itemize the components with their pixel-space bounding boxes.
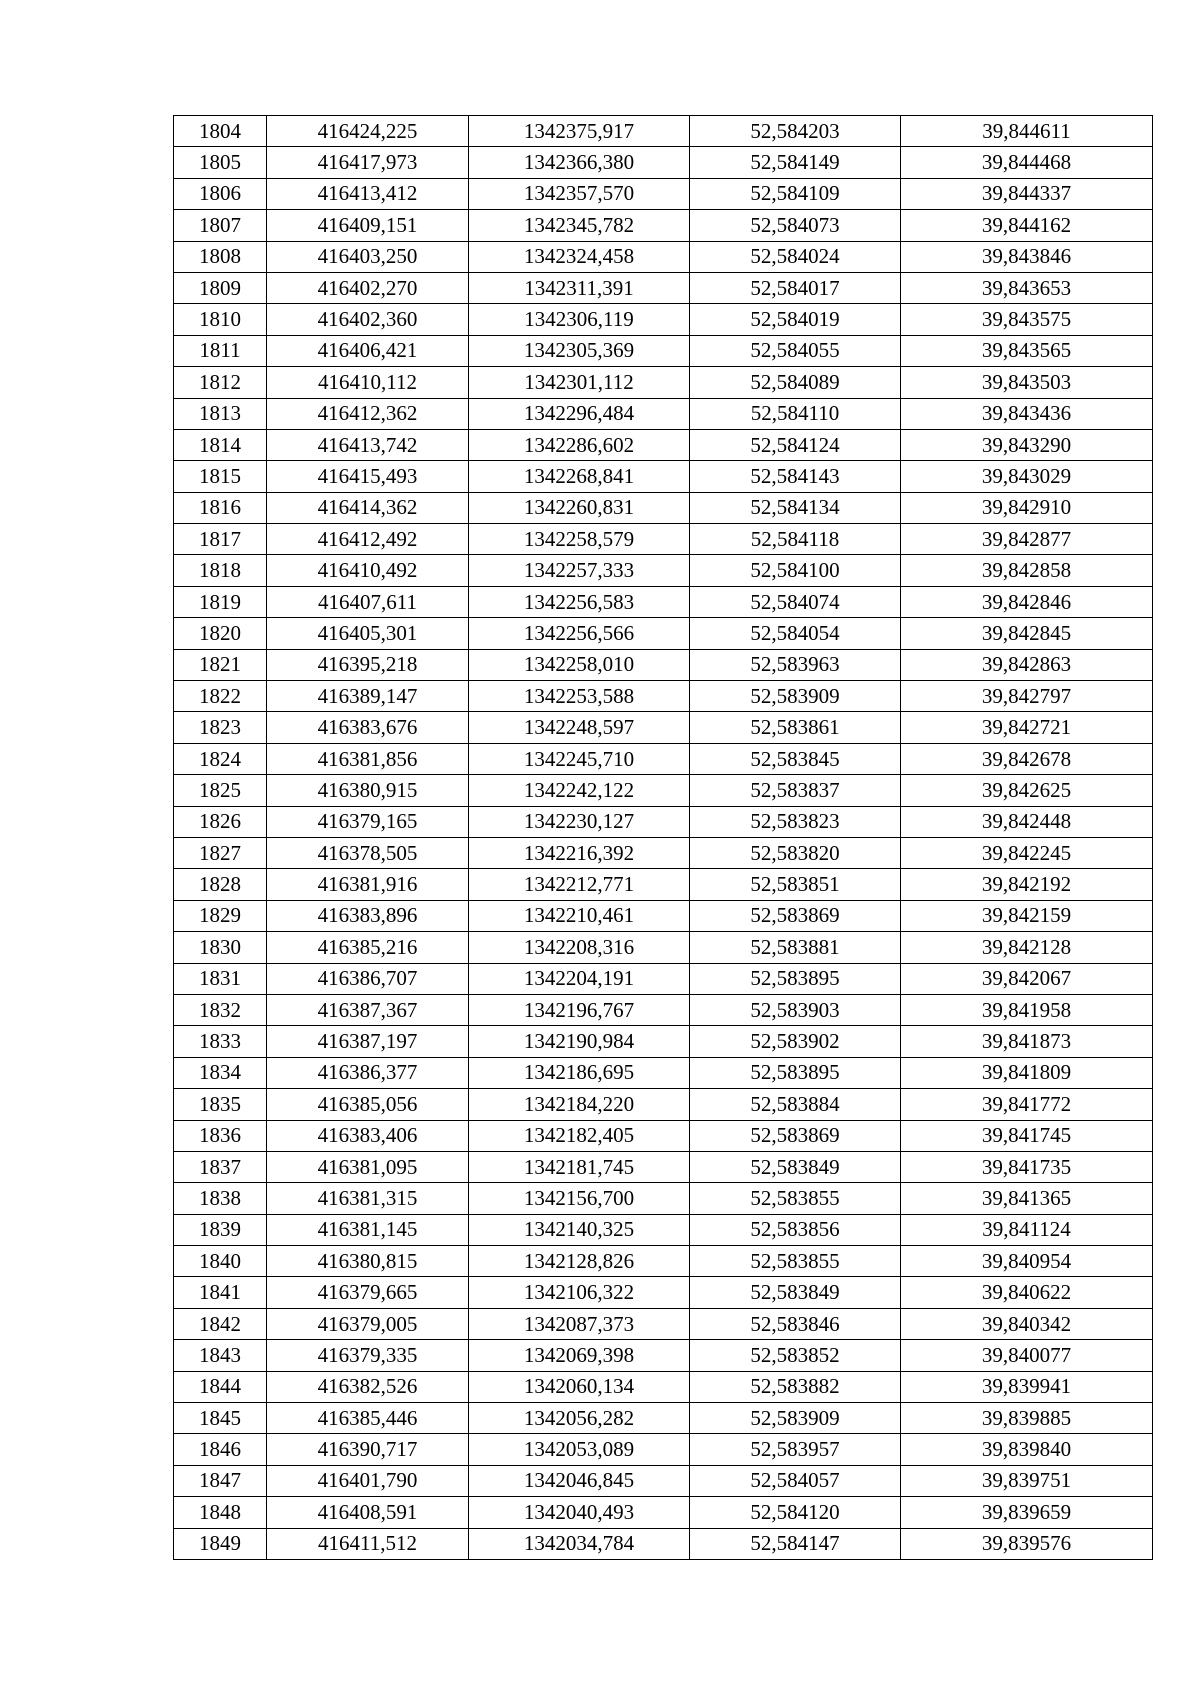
coordinates-table xyxy=(173,115,1153,1560)
x-coordinate-cell: 416413,742 xyxy=(267,429,469,460)
x-coordinate-cell: 416410,112 xyxy=(267,367,469,398)
table-row xyxy=(174,681,1153,712)
table-row xyxy=(174,743,1153,774)
y-coordinate-cell: 1342230,127 xyxy=(469,806,690,837)
y-coordinate-cell: 1342286,602 xyxy=(469,429,690,460)
point-number-cell: 1831 xyxy=(174,963,267,994)
table-row xyxy=(174,178,1153,209)
point-number-cell: 1841 xyxy=(174,1277,267,1308)
table-row xyxy=(174,1340,1153,1371)
y-coordinate-cell: 1342204,191 xyxy=(469,963,690,994)
point-number-cell: 1829 xyxy=(174,900,267,931)
latitude-cell: 52,584017 xyxy=(690,272,901,303)
x-coordinate-cell: 416381,856 xyxy=(267,743,469,774)
longitude-cell: 39,841809 xyxy=(901,1057,1153,1088)
table-row xyxy=(174,241,1153,272)
y-coordinate-cell: 1342345,782 xyxy=(469,210,690,241)
y-coordinate-cell: 1342128,826 xyxy=(469,1246,690,1277)
longitude-cell: 39,842863 xyxy=(901,649,1153,680)
table-row xyxy=(174,1371,1153,1402)
table-row xyxy=(174,147,1153,178)
x-coordinate-cell: 416415,493 xyxy=(267,461,469,492)
longitude-cell: 39,839576 xyxy=(901,1528,1153,1559)
point-number-cell: 1834 xyxy=(174,1057,267,1088)
latitude-cell: 52,583855 xyxy=(690,1246,901,1277)
latitude-cell: 52,583861 xyxy=(690,712,901,743)
latitude-cell: 52,584024 xyxy=(690,241,901,272)
y-coordinate-cell: 1342216,392 xyxy=(469,837,690,868)
x-coordinate-cell: 416402,270 xyxy=(267,272,469,303)
table-row xyxy=(174,116,1153,147)
latitude-cell: 52,583963 xyxy=(690,649,901,680)
x-coordinate-cell: 416408,591 xyxy=(267,1497,469,1528)
x-coordinate-cell: 416381,916 xyxy=(267,869,469,900)
x-coordinate-cell: 416383,406 xyxy=(267,1120,469,1151)
table-row xyxy=(174,1151,1153,1182)
longitude-cell: 39,841735 xyxy=(901,1151,1153,1182)
x-coordinate-cell: 416390,717 xyxy=(267,1434,469,1465)
latitude-cell: 52,583869 xyxy=(690,900,901,931)
longitude-cell: 39,841873 xyxy=(901,1026,1153,1057)
coordinates-table-body xyxy=(174,116,1153,1560)
x-coordinate-cell: 416383,896 xyxy=(267,900,469,931)
longitude-cell: 39,844611 xyxy=(901,116,1153,147)
x-coordinate-cell: 416380,915 xyxy=(267,775,469,806)
latitude-cell: 52,583909 xyxy=(690,1403,901,1434)
point-number-cell: 1828 xyxy=(174,869,267,900)
longitude-cell: 39,842721 xyxy=(901,712,1153,743)
point-number-cell: 1813 xyxy=(174,398,267,429)
longitude-cell: 39,840342 xyxy=(901,1308,1153,1339)
latitude-cell: 52,584100 xyxy=(690,555,901,586)
table-row xyxy=(174,1277,1153,1308)
x-coordinate-cell: 416386,707 xyxy=(267,963,469,994)
y-coordinate-cell: 1342260,831 xyxy=(469,492,690,523)
point-number-cell: 1844 xyxy=(174,1371,267,1402)
x-coordinate-cell: 416401,790 xyxy=(267,1465,469,1496)
x-coordinate-cell: 416407,611 xyxy=(267,586,469,617)
y-coordinate-cell: 1342053,089 xyxy=(469,1434,690,1465)
table-row xyxy=(174,461,1153,492)
x-coordinate-cell: 416417,973 xyxy=(267,147,469,178)
point-number-cell: 1806 xyxy=(174,178,267,209)
point-number-cell: 1821 xyxy=(174,649,267,680)
latitude-cell: 52,584124 xyxy=(690,429,901,460)
x-coordinate-cell: 416381,145 xyxy=(267,1214,469,1245)
longitude-cell: 39,844468 xyxy=(901,147,1153,178)
table-row xyxy=(174,492,1153,523)
longitude-cell: 39,843436 xyxy=(901,398,1153,429)
y-coordinate-cell: 1342186,695 xyxy=(469,1057,690,1088)
table-row xyxy=(174,1214,1153,1245)
latitude-cell: 52,584120 xyxy=(690,1497,901,1528)
latitude-cell: 52,583909 xyxy=(690,681,901,712)
y-coordinate-cell: 1342056,282 xyxy=(469,1403,690,1434)
point-number-cell: 1832 xyxy=(174,994,267,1025)
x-coordinate-cell: 416409,151 xyxy=(267,210,469,241)
point-number-cell: 1835 xyxy=(174,1089,267,1120)
longitude-cell: 39,843503 xyxy=(901,367,1153,398)
latitude-cell: 52,583837 xyxy=(690,775,901,806)
point-number-cell: 1816 xyxy=(174,492,267,523)
y-coordinate-cell: 1342306,119 xyxy=(469,304,690,335)
latitude-cell: 52,583895 xyxy=(690,1057,901,1088)
y-coordinate-cell: 1342069,398 xyxy=(469,1340,690,1371)
table-row xyxy=(174,775,1153,806)
latitude-cell: 52,583823 xyxy=(690,806,901,837)
longitude-cell: 39,842245 xyxy=(901,837,1153,868)
latitude-cell: 52,583845 xyxy=(690,743,901,774)
table-row xyxy=(174,1026,1153,1057)
point-number-cell: 1849 xyxy=(174,1528,267,1559)
y-coordinate-cell: 1342087,373 xyxy=(469,1308,690,1339)
x-coordinate-cell: 416380,815 xyxy=(267,1246,469,1277)
x-coordinate-cell: 416385,056 xyxy=(267,1089,469,1120)
y-coordinate-cell: 1342046,845 xyxy=(469,1465,690,1496)
latitude-cell: 52,584110 xyxy=(690,398,901,429)
table-row xyxy=(174,900,1153,931)
x-coordinate-cell: 416405,301 xyxy=(267,618,469,649)
x-coordinate-cell: 416381,095 xyxy=(267,1151,469,1182)
longitude-cell: 39,842067 xyxy=(901,963,1153,994)
y-coordinate-cell: 1342301,112 xyxy=(469,367,690,398)
table-row xyxy=(174,429,1153,460)
latitude-cell: 52,584149 xyxy=(690,147,901,178)
point-number-cell: 1823 xyxy=(174,712,267,743)
point-number-cell: 1830 xyxy=(174,932,267,963)
point-number-cell: 1826 xyxy=(174,806,267,837)
point-number-cell: 1847 xyxy=(174,1465,267,1496)
point-number-cell: 1842 xyxy=(174,1308,267,1339)
x-coordinate-cell: 416414,362 xyxy=(267,492,469,523)
x-coordinate-cell: 416381,315 xyxy=(267,1183,469,1214)
longitude-cell: 39,842159 xyxy=(901,900,1153,931)
x-coordinate-cell: 416410,492 xyxy=(267,555,469,586)
longitude-cell: 39,839751 xyxy=(901,1465,1153,1496)
y-coordinate-cell: 1342258,010 xyxy=(469,649,690,680)
point-number-cell: 1843 xyxy=(174,1340,267,1371)
latitude-cell: 52,584109 xyxy=(690,178,901,209)
x-coordinate-cell: 416389,147 xyxy=(267,681,469,712)
point-number-cell: 1804 xyxy=(174,116,267,147)
longitude-cell: 39,841124 xyxy=(901,1214,1153,1245)
latitude-cell: 52,584074 xyxy=(690,586,901,617)
longitude-cell: 39,843653 xyxy=(901,272,1153,303)
y-coordinate-cell: 1342256,566 xyxy=(469,618,690,649)
x-coordinate-cell: 416382,526 xyxy=(267,1371,469,1402)
y-coordinate-cell: 1342106,322 xyxy=(469,1277,690,1308)
y-coordinate-cell: 1342060,134 xyxy=(469,1371,690,1402)
latitude-cell: 52,583820 xyxy=(690,837,901,868)
table-row xyxy=(174,869,1153,900)
y-coordinate-cell: 1342248,597 xyxy=(469,712,690,743)
longitude-cell: 39,840077 xyxy=(901,1340,1153,1371)
point-number-cell: 1845 xyxy=(174,1403,267,1434)
table-row xyxy=(174,806,1153,837)
latitude-cell: 52,583881 xyxy=(690,932,901,963)
y-coordinate-cell: 1342181,745 xyxy=(469,1151,690,1182)
table-row xyxy=(174,1528,1153,1559)
longitude-cell: 39,842678 xyxy=(901,743,1153,774)
latitude-cell: 52,584057 xyxy=(690,1465,901,1496)
y-coordinate-cell: 1342268,841 xyxy=(469,461,690,492)
latitude-cell: 52,583855 xyxy=(690,1183,901,1214)
point-number-cell: 1819 xyxy=(174,586,267,617)
x-coordinate-cell: 416378,505 xyxy=(267,837,469,868)
table-row xyxy=(174,1183,1153,1214)
table-row xyxy=(174,586,1153,617)
y-coordinate-cell: 1342366,380 xyxy=(469,147,690,178)
point-number-cell: 1814 xyxy=(174,429,267,460)
latitude-cell: 52,583902 xyxy=(690,1026,901,1057)
x-coordinate-cell: 416379,005 xyxy=(267,1308,469,1339)
latitude-cell: 52,583869 xyxy=(690,1120,901,1151)
x-coordinate-cell: 416402,360 xyxy=(267,304,469,335)
longitude-cell: 39,839840 xyxy=(901,1434,1153,1465)
x-coordinate-cell: 416383,676 xyxy=(267,712,469,743)
point-number-cell: 1807 xyxy=(174,210,267,241)
table-row xyxy=(174,367,1153,398)
point-number-cell: 1809 xyxy=(174,272,267,303)
table-row xyxy=(174,1308,1153,1339)
x-coordinate-cell: 416379,165 xyxy=(267,806,469,837)
latitude-cell: 52,583882 xyxy=(690,1371,901,1402)
point-number-cell: 1824 xyxy=(174,743,267,774)
x-coordinate-cell: 416395,218 xyxy=(267,649,469,680)
x-coordinate-cell: 416387,367 xyxy=(267,994,469,1025)
y-coordinate-cell: 1342212,771 xyxy=(469,869,690,900)
y-coordinate-cell: 1342305,369 xyxy=(469,335,690,366)
table-row xyxy=(174,524,1153,555)
longitude-cell: 39,841772 xyxy=(901,1089,1153,1120)
longitude-cell: 39,842797 xyxy=(901,681,1153,712)
latitude-cell: 52,584073 xyxy=(690,210,901,241)
point-number-cell: 1815 xyxy=(174,461,267,492)
y-coordinate-cell: 1342357,570 xyxy=(469,178,690,209)
longitude-cell: 39,844162 xyxy=(901,210,1153,241)
table-row xyxy=(174,1434,1153,1465)
latitude-cell: 52,583851 xyxy=(690,869,901,900)
latitude-cell: 52,583903 xyxy=(690,994,901,1025)
latitude-cell: 52,583957 xyxy=(690,1434,901,1465)
table-row xyxy=(174,618,1153,649)
point-number-cell: 1836 xyxy=(174,1120,267,1151)
point-number-cell: 1812 xyxy=(174,367,267,398)
point-number-cell: 1827 xyxy=(174,837,267,868)
x-coordinate-cell: 416412,492 xyxy=(267,524,469,555)
x-coordinate-cell: 416413,412 xyxy=(267,178,469,209)
y-coordinate-cell: 1342242,122 xyxy=(469,775,690,806)
longitude-cell: 39,842910 xyxy=(901,492,1153,523)
longitude-cell: 39,842845 xyxy=(901,618,1153,649)
x-coordinate-cell: 416412,362 xyxy=(267,398,469,429)
y-coordinate-cell: 1342156,700 xyxy=(469,1183,690,1214)
table-row xyxy=(174,994,1153,1025)
table-row xyxy=(174,1089,1153,1120)
longitude-cell: 39,839941 xyxy=(901,1371,1153,1402)
y-coordinate-cell: 1342258,579 xyxy=(469,524,690,555)
table-row xyxy=(174,335,1153,366)
x-coordinate-cell: 416379,665 xyxy=(267,1277,469,1308)
x-coordinate-cell: 416385,216 xyxy=(267,932,469,963)
x-coordinate-cell: 416386,377 xyxy=(267,1057,469,1088)
longitude-cell: 39,842877 xyxy=(901,524,1153,555)
point-number-cell: 1817 xyxy=(174,524,267,555)
x-coordinate-cell: 416424,225 xyxy=(267,116,469,147)
y-coordinate-cell: 1342140,325 xyxy=(469,1214,690,1245)
point-number-cell: 1825 xyxy=(174,775,267,806)
table-row xyxy=(174,398,1153,429)
longitude-cell: 39,840622 xyxy=(901,1277,1153,1308)
latitude-cell: 52,584143 xyxy=(690,461,901,492)
latitude-cell: 52,583856 xyxy=(690,1214,901,1245)
y-coordinate-cell: 1342324,458 xyxy=(469,241,690,272)
table-row xyxy=(174,837,1153,868)
table-row xyxy=(174,1120,1153,1151)
latitude-cell: 52,584089 xyxy=(690,367,901,398)
longitude-cell: 39,844337 xyxy=(901,178,1153,209)
table-row xyxy=(174,712,1153,743)
latitude-cell: 52,584055 xyxy=(690,335,901,366)
y-coordinate-cell: 1342375,917 xyxy=(469,116,690,147)
longitude-cell: 39,842128 xyxy=(901,932,1153,963)
point-number-cell: 1840 xyxy=(174,1246,267,1277)
longitude-cell: 39,843029 xyxy=(901,461,1153,492)
table-row xyxy=(174,932,1153,963)
y-coordinate-cell: 1342210,461 xyxy=(469,900,690,931)
point-number-cell: 1818 xyxy=(174,555,267,586)
latitude-cell: 52,583884 xyxy=(690,1089,901,1120)
point-number-cell: 1811 xyxy=(174,335,267,366)
table-row xyxy=(174,1057,1153,1088)
longitude-cell: 39,839659 xyxy=(901,1497,1153,1528)
point-number-cell: 1822 xyxy=(174,681,267,712)
latitude-cell: 52,583852 xyxy=(690,1340,901,1371)
x-coordinate-cell: 416406,421 xyxy=(267,335,469,366)
x-coordinate-cell: 416379,335 xyxy=(267,1340,469,1371)
table-row xyxy=(174,1465,1153,1496)
longitude-cell: 39,842858 xyxy=(901,555,1153,586)
longitude-cell: 39,840954 xyxy=(901,1246,1153,1277)
latitude-cell: 52,584203 xyxy=(690,116,901,147)
y-coordinate-cell: 1342256,583 xyxy=(469,586,690,617)
longitude-cell: 39,841958 xyxy=(901,994,1153,1025)
longitude-cell: 39,843846 xyxy=(901,241,1153,272)
y-coordinate-cell: 1342253,588 xyxy=(469,681,690,712)
table-row xyxy=(174,649,1153,680)
y-coordinate-cell: 1342208,316 xyxy=(469,932,690,963)
y-coordinate-cell: 1342182,405 xyxy=(469,1120,690,1151)
latitude-cell: 52,584134 xyxy=(690,492,901,523)
longitude-cell: 39,842192 xyxy=(901,869,1153,900)
longitude-cell: 39,841745 xyxy=(901,1120,1153,1151)
point-number-cell: 1837 xyxy=(174,1151,267,1182)
x-coordinate-cell: 416387,197 xyxy=(267,1026,469,1057)
table-row xyxy=(174,210,1153,241)
longitude-cell: 39,842846 xyxy=(901,586,1153,617)
longitude-cell: 39,841365 xyxy=(901,1183,1153,1214)
y-coordinate-cell: 1342296,484 xyxy=(469,398,690,429)
point-number-cell: 1805 xyxy=(174,147,267,178)
latitude-cell: 52,583895 xyxy=(690,963,901,994)
latitude-cell: 52,584118 xyxy=(690,524,901,555)
x-coordinate-cell: 416411,512 xyxy=(267,1528,469,1559)
table-row xyxy=(174,1403,1153,1434)
point-number-cell: 1810 xyxy=(174,304,267,335)
y-coordinate-cell: 1342257,333 xyxy=(469,555,690,586)
point-number-cell: 1820 xyxy=(174,618,267,649)
longitude-cell: 39,843565 xyxy=(901,335,1153,366)
latitude-cell: 52,583846 xyxy=(690,1308,901,1339)
latitude-cell: 52,584147 xyxy=(690,1528,901,1559)
point-number-cell: 1833 xyxy=(174,1026,267,1057)
table-row xyxy=(174,963,1153,994)
point-number-cell: 1839 xyxy=(174,1214,267,1245)
latitude-cell: 52,584019 xyxy=(690,304,901,335)
latitude-cell: 52,583849 xyxy=(690,1151,901,1182)
table-row xyxy=(174,304,1153,335)
y-coordinate-cell: 1342196,767 xyxy=(469,994,690,1025)
point-number-cell: 1838 xyxy=(174,1183,267,1214)
x-coordinate-cell: 416403,250 xyxy=(267,241,469,272)
latitude-cell: 52,584054 xyxy=(690,618,901,649)
table-row xyxy=(174,555,1153,586)
y-coordinate-cell: 1342034,784 xyxy=(469,1528,690,1559)
table-row xyxy=(174,272,1153,303)
longitude-cell: 39,842448 xyxy=(901,806,1153,837)
x-coordinate-cell: 416385,446 xyxy=(267,1403,469,1434)
y-coordinate-cell: 1342245,710 xyxy=(469,743,690,774)
latitude-cell: 52,583849 xyxy=(690,1277,901,1308)
point-number-cell: 1808 xyxy=(174,241,267,272)
table-row xyxy=(174,1246,1153,1277)
point-number-cell: 1848 xyxy=(174,1497,267,1528)
y-coordinate-cell: 1342040,493 xyxy=(469,1497,690,1528)
longitude-cell: 39,842625 xyxy=(901,775,1153,806)
longitude-cell: 39,843575 xyxy=(901,304,1153,335)
point-number-cell: 1846 xyxy=(174,1434,267,1465)
y-coordinate-cell: 1342311,391 xyxy=(469,272,690,303)
y-coordinate-cell: 1342184,220 xyxy=(469,1089,690,1120)
longitude-cell: 39,839885 xyxy=(901,1403,1153,1434)
table-row xyxy=(174,1497,1153,1528)
y-coordinate-cell: 1342190,984 xyxy=(469,1026,690,1057)
longitude-cell: 39,843290 xyxy=(901,429,1153,460)
